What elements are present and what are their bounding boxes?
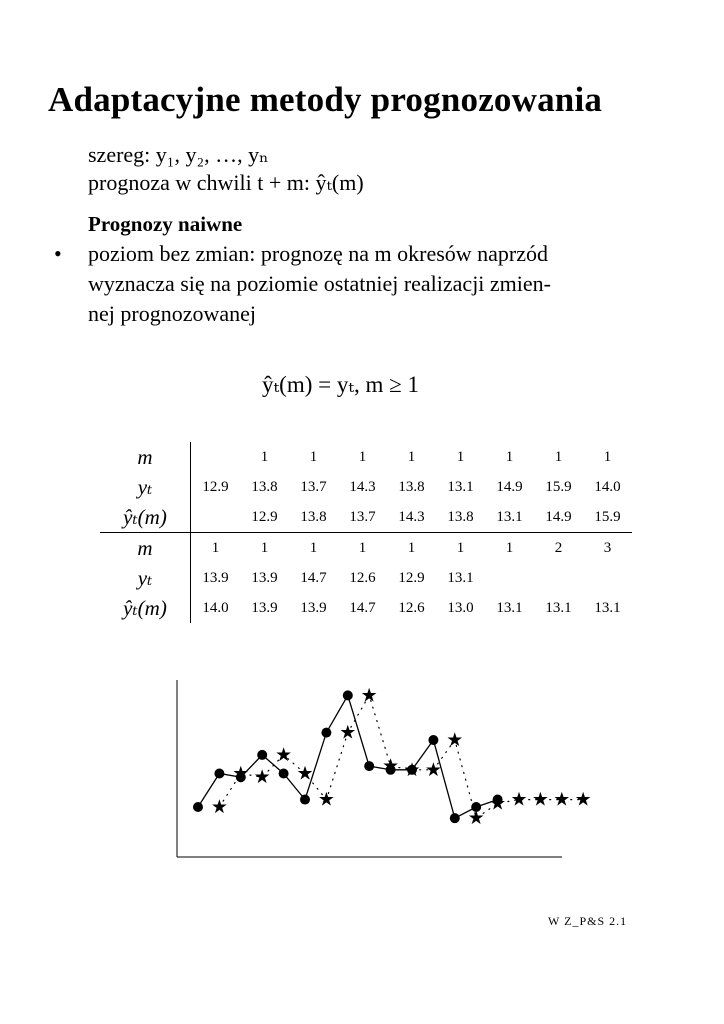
row-label: yₜ [100, 563, 191, 593]
table-cell: 13.7 [300, 478, 327, 495]
data-point-forecast: ★ [339, 721, 357, 744]
row-label: yₜ [100, 472, 191, 502]
data-point-forecast: ★ [317, 788, 335, 811]
data-point-forecast: ★ [296, 762, 314, 785]
data-point-forecast: ★ [467, 807, 485, 830]
data-point-actual [300, 795, 310, 805]
table-cell: 1 [260, 448, 269, 465]
bullet-text-line: poziom bez zmian: prognozę na m okresów naprzód [88, 241, 549, 266]
table-cell: 13.0 [447, 599, 474, 616]
table-cell: 13.9 [202, 569, 229, 586]
row-label: ŷₜ(m) [100, 502, 191, 533]
data-point-forecast: ★ [210, 796, 228, 818]
table-cell: 13.8 [300, 508, 327, 525]
data-point-actual [343, 690, 353, 700]
data-point-forecast: ★ [360, 684, 378, 707]
table-cell: 13.8 [251, 478, 278, 495]
data-point-actual [428, 735, 438, 745]
table-cell: 12.9 [202, 478, 229, 495]
table-cell: 1 [240, 533, 289, 564]
bullet-icon: • [54, 241, 62, 266]
series-line-actual [198, 695, 498, 818]
table-cell: 2 [534, 533, 583, 564]
data-point-forecast: ★ [424, 758, 442, 781]
data-point-forecast: ★ [574, 788, 592, 811]
table-cell: 1 [309, 448, 318, 465]
table-cell: 13.7 [349, 508, 376, 525]
data-point-actual [214, 769, 224, 779]
data-point-forecast: ★ [531, 788, 549, 811]
table-cell: 1 [387, 533, 436, 564]
table-cell: 14.7 [300, 569, 327, 586]
row-label: m [100, 442, 191, 472]
table-cell: 1 [191, 533, 241, 564]
series-line-forecast [219, 695, 583, 818]
data-point-actual [193, 802, 203, 812]
data-point-forecast: ★ [253, 766, 271, 789]
table-cell: 13.9 [300, 599, 327, 616]
table-cell: 13.1 [496, 508, 523, 525]
data-point-forecast: ★ [275, 743, 293, 766]
data-point-actual [364, 761, 374, 771]
table-cell: 14.3 [398, 508, 425, 525]
data-point-forecast: ★ [403, 758, 421, 781]
row-label: m [100, 533, 191, 564]
table-cell: 15.9 [594, 508, 621, 525]
data-point-forecast: ★ [489, 792, 507, 815]
series-definition: szereg: y₁, y₂, …, yₙ [88, 142, 269, 167]
table-cell: 1 [485, 533, 534, 564]
data-point-forecast: ★ [232, 762, 250, 785]
forecast-definition: prognoza w chwili t + m: ŷₜ(m) [88, 170, 364, 195]
table-cell: 1 [603, 448, 612, 465]
section-heading: Prognozy naiwne [88, 212, 243, 236]
table-cell: 13.1 [447, 569, 474, 586]
table-cell: 12.9 [251, 508, 278, 525]
table-cell: 13.1 [594, 599, 621, 616]
data-point-forecast: ★ [446, 729, 464, 752]
table-cell: 1 [338, 533, 387, 564]
table-cell: 1 [289, 533, 338, 564]
bullet-text-line: wyznacza się na poziomie ostatniej realizacji zmien- [88, 271, 551, 296]
table-cell: 14.0 [594, 478, 621, 495]
table-cell: 14.3 [349, 478, 376, 495]
page-footer: W Z_P&S 2.1 [548, 914, 628, 928]
data-point-forecast: ★ [382, 755, 400, 778]
data-point-actual [321, 728, 331, 738]
table-cell: 12.6 [398, 599, 425, 616]
table-cell: 14.0 [202, 599, 229, 616]
bullet-text-line: nej prognozowanej [88, 301, 256, 326]
table-cell: 14.7 [349, 599, 376, 616]
table-cell: 1 [505, 448, 514, 465]
table-cell: 1 [358, 448, 367, 465]
table-cell: 13.8 [398, 478, 425, 495]
table-cell: 14.9 [496, 478, 523, 495]
table-cell: 13.1 [447, 478, 474, 495]
table-cell: 1 [407, 448, 416, 465]
table-cell: 13.9 [251, 569, 278, 586]
table-cell: 12.6 [349, 569, 376, 586]
data-point-actual [450, 813, 460, 823]
table-cell: 13.1 [496, 599, 523, 616]
row-label: ŷₜ(m) [100, 593, 191, 623]
data-point-forecast: ★ [553, 788, 571, 811]
naive-forecast-formula: ŷₜ(m) = yₜ, m ≥ 1 [262, 372, 420, 397]
data-point-actual [279, 769, 289, 779]
table-cell: 13.1 [545, 599, 572, 616]
table-cell: 15.9 [545, 478, 572, 495]
data-point-forecast: ★ [510, 788, 528, 811]
table-cell: 1 [456, 448, 465, 465]
table-cell: 1 [436, 533, 485, 564]
table-cell: 1 [554, 448, 563, 465]
page-title: Adaptacyjne metody prognozowania [48, 80, 603, 119]
data-point-actual [257, 750, 267, 760]
table-cell: 13.9 [251, 599, 278, 616]
table-cell: 3 [583, 533, 632, 564]
table-cell: 14.9 [545, 508, 572, 525]
table-cell: 12.9 [398, 569, 425, 586]
table-cell: 13.8 [447, 508, 474, 525]
